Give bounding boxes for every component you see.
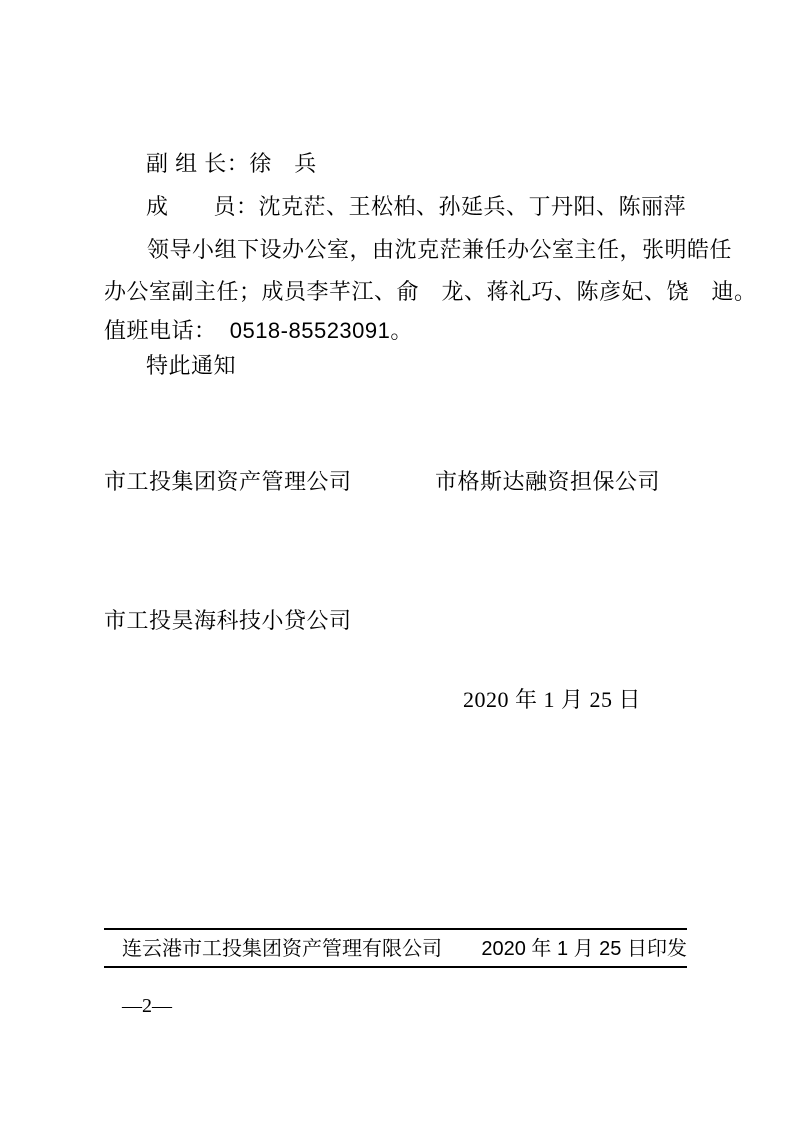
page-number: —2— xyxy=(122,995,172,1017)
office-paragraph-line-1: 领导小组下设办公室，由沈克茫兼任办公室主任，张明皓任 xyxy=(147,237,733,262)
closing-line: 特此通知 xyxy=(146,353,237,378)
signature-company-1: 市工投集团资产管理公司 xyxy=(104,469,352,494)
duty-phone-line: 值班电话： 0518-85523091。 xyxy=(104,318,413,343)
footer-issuer: 连云港市工投集团资产管理有限公司 xyxy=(122,938,442,960)
members-line: 成 员：沈克茫、王松柏、孙延兵、丁丹阳、陈丽萍 xyxy=(146,194,687,219)
footer-print-date: 2020 年 1 月 25 日印发 xyxy=(481,938,687,960)
deputy-leader-line: 副 组 长：徐 兵 xyxy=(146,151,317,176)
signature-company-3: 市工投昊海科技小贷公司 xyxy=(104,608,352,633)
footer-colophon xyxy=(104,936,687,962)
signature-company-2: 市格斯达融资担保公司 xyxy=(435,469,661,494)
footer-rule-top xyxy=(104,928,687,930)
office-paragraph-line-2: 办公室副主任；成员李芊江、俞 龙、蒋礼巧、陈彦妃、饶 迪。 xyxy=(104,279,757,304)
footer-rule-bottom xyxy=(104,966,687,968)
document-date: 2020 年 1 月 25 日 xyxy=(463,687,642,712)
